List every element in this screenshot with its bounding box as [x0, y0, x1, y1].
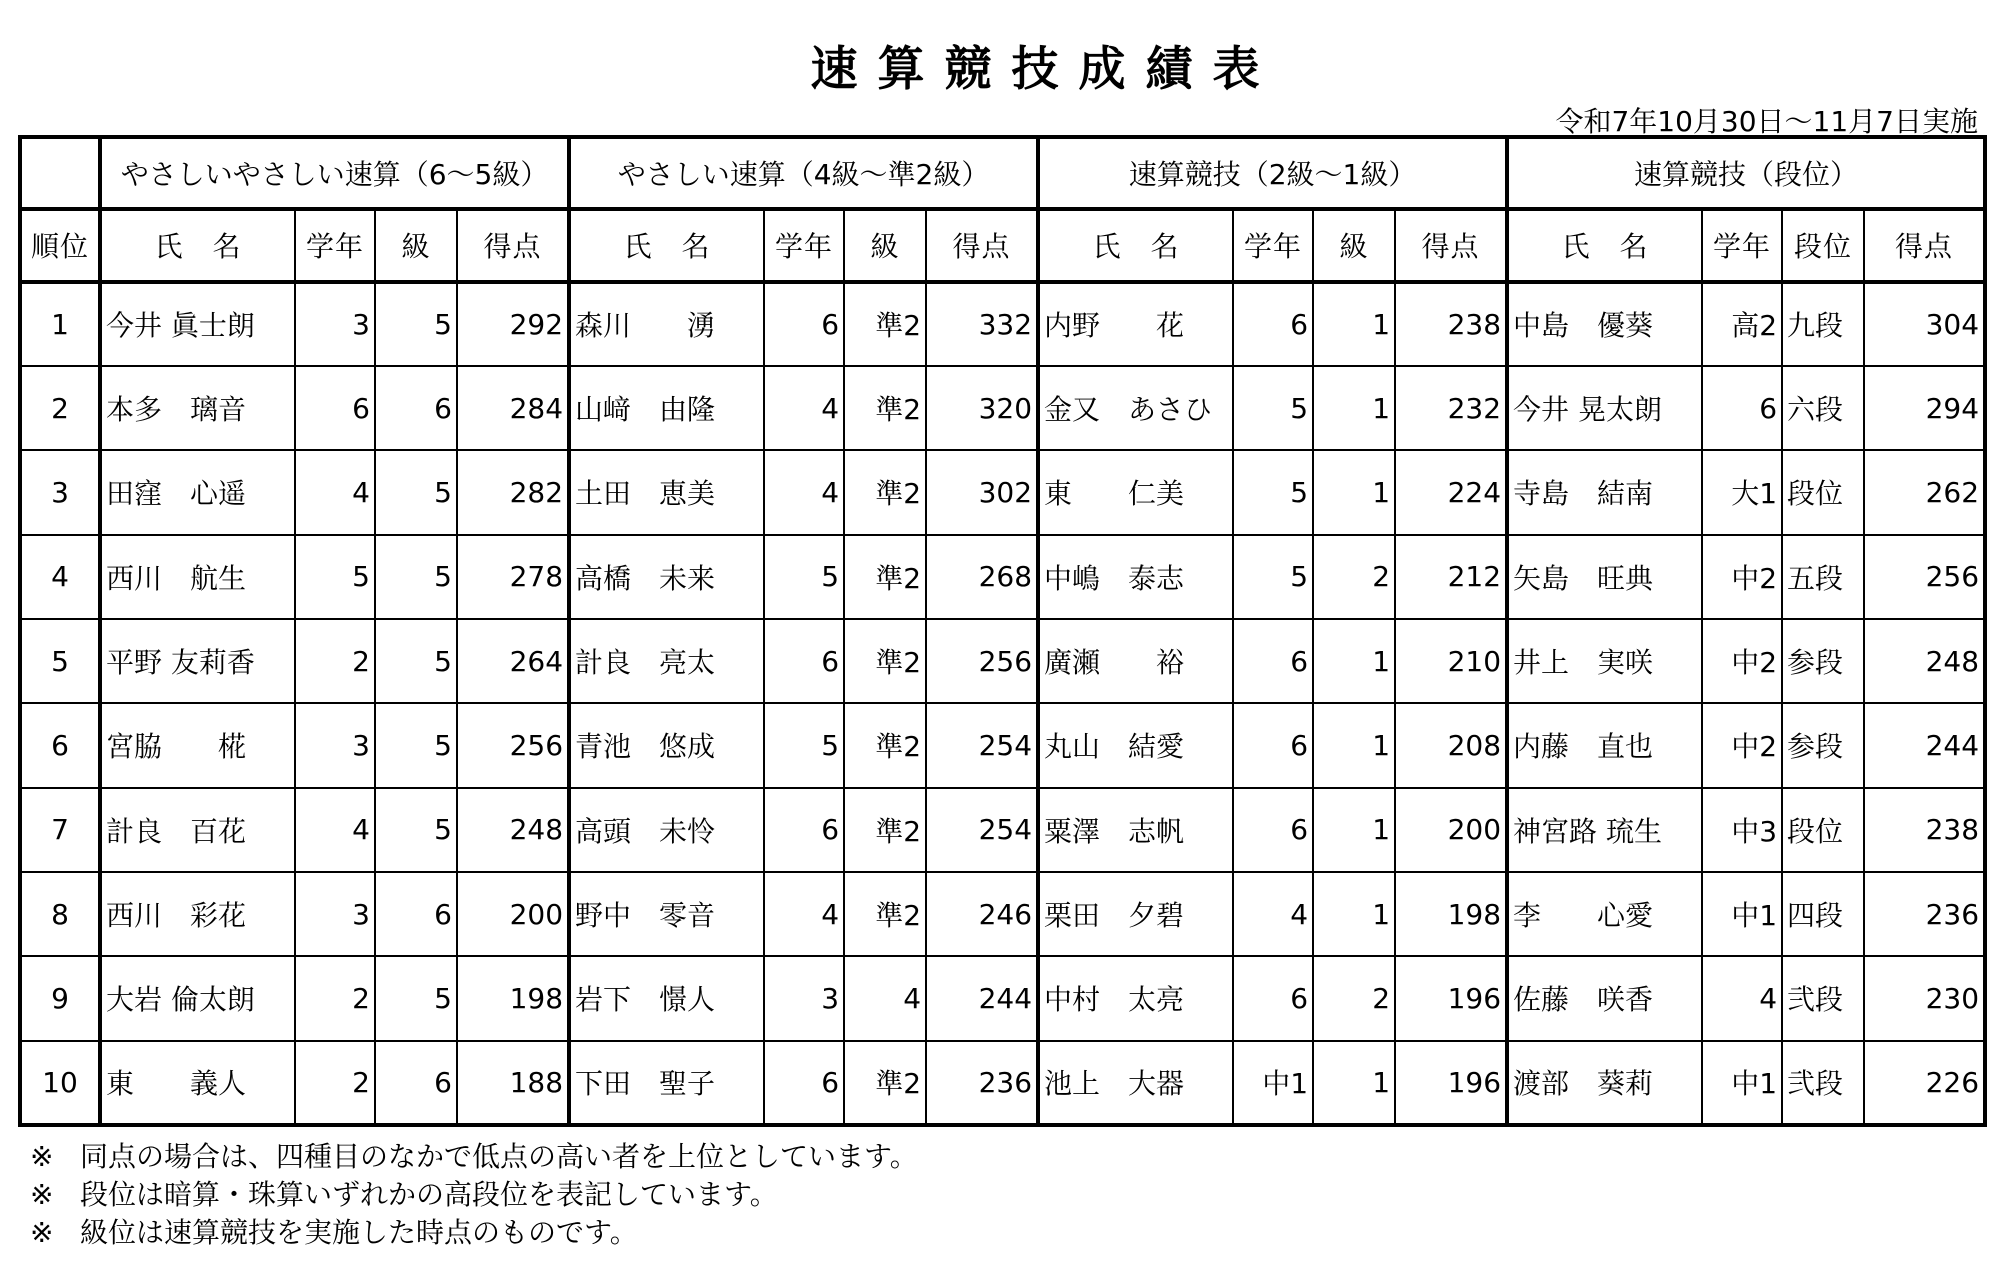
level-cell: 5 — [375, 282, 457, 366]
dan-cell: 五段 — [1782, 535, 1864, 619]
table-row — [20, 872, 1985, 956]
dan-cell: 弐段 — [1782, 1041, 1864, 1125]
level-cell: 5 — [375, 703, 457, 787]
score-cell: 278 — [457, 535, 569, 619]
name-cell: 西川 航生 — [100, 535, 295, 619]
name-cell: 内藤 直也 — [1507, 703, 1702, 787]
table-row — [20, 788, 1985, 872]
grade-header: 学年 — [1233, 209, 1313, 281]
name-cell: 岩下 憬人 — [569, 956, 764, 1040]
grade-cell: 5 — [1233, 366, 1313, 450]
grade-header: 学年 — [764, 209, 844, 281]
score-cell: 208 — [1395, 703, 1507, 787]
score-cell: 254 — [926, 788, 1038, 872]
level-cell: 2 — [1313, 956, 1395, 1040]
dan-cell: 四段 — [1782, 872, 1864, 956]
note-line — [30, 1176, 918, 1214]
dan-cell: 参段 — [1782, 703, 1864, 787]
grade-cell: 4 — [295, 788, 375, 872]
name-cell: 寺島 結南 — [1507, 450, 1702, 534]
score-cell: 198 — [457, 956, 569, 1040]
score-cell: 256 — [457, 703, 569, 787]
grade-cell: 4 — [1233, 872, 1313, 956]
grade-cell: 4 — [764, 872, 844, 956]
level-cell: 1 — [1313, 366, 1395, 450]
name-header: 氏 名 — [569, 209, 764, 281]
note-line — [30, 1214, 918, 1252]
name-header: 氏 名 — [1507, 209, 1702, 281]
table-row — [20, 1041, 1985, 1125]
rank-cell: 6 — [20, 703, 100, 787]
notes — [30, 1138, 918, 1252]
corner-cell — [20, 137, 100, 209]
grade-cell: 中2 — [1702, 619, 1782, 703]
name-cell: 佐藤 咲香 — [1507, 956, 1702, 1040]
grade-cell: 6 — [1233, 956, 1313, 1040]
name-cell: 廣瀬 裕 — [1038, 619, 1233, 703]
grade-cell: 5 — [764, 703, 844, 787]
name-cell: 粟澤 志帆 — [1038, 788, 1233, 872]
level-cell: 準2 — [844, 703, 926, 787]
level-header: 級 — [375, 209, 457, 281]
score-header: 得点 — [926, 209, 1038, 281]
grade-cell: 5 — [1233, 535, 1313, 619]
level-cell: 1 — [1313, 1041, 1395, 1125]
grade-cell: 高2 — [1702, 282, 1782, 366]
note-text: 段位は暗算・珠算いずれかの高段位を表記しています。 — [80, 1178, 778, 1211]
rank-cell: 2 — [20, 366, 100, 450]
level-header: 級 — [1313, 209, 1395, 281]
name-cell: 今井 晃太朗 — [1507, 366, 1702, 450]
grade-cell: 6 — [764, 619, 844, 703]
name-cell: 井上 実咲 — [1507, 619, 1702, 703]
grade-cell: 6 — [1233, 788, 1313, 872]
score-cell: 236 — [926, 1041, 1038, 1125]
score-cell: 198 — [1395, 872, 1507, 956]
level-cell: 4 — [844, 956, 926, 1040]
score-header: 得点 — [1395, 209, 1507, 281]
score-cell: 254 — [926, 703, 1038, 787]
dan-header: 段位 — [1782, 209, 1864, 281]
score-cell: 264 — [457, 619, 569, 703]
level-cell: 準2 — [844, 450, 926, 534]
level-cell: 1 — [1313, 703, 1395, 787]
note-text: 級位は速算競技を実施した時点のものです。 — [80, 1216, 638, 1249]
grade-cell: 中1 — [1233, 1041, 1313, 1125]
dan-cell: 弐段 — [1782, 956, 1864, 1040]
name-cell: 西川 彩花 — [100, 872, 295, 956]
rank-header: 順位 — [20, 209, 100, 281]
grade-cell: 2 — [295, 1041, 375, 1125]
grade-cell: 3 — [295, 282, 375, 366]
score-cell: 256 — [926, 619, 1038, 703]
level-header: 級 — [844, 209, 926, 281]
name-cell: 大岩 倫太朗 — [100, 956, 295, 1040]
table-row — [20, 703, 1985, 787]
score-cell: 248 — [457, 788, 569, 872]
grade-cell: 6 — [764, 788, 844, 872]
level-cell: 5 — [375, 956, 457, 1040]
rank-cell: 1 — [20, 282, 100, 366]
table-row — [20, 619, 1985, 703]
score-cell: 244 — [1864, 703, 1985, 787]
level-cell: 5 — [375, 619, 457, 703]
grade-cell: 2 — [295, 956, 375, 1040]
score-cell: 292 — [457, 282, 569, 366]
dan-cell: 段位 — [1782, 450, 1864, 534]
score-cell: 200 — [457, 872, 569, 956]
table-row — [20, 282, 1985, 366]
name-cell: 渡部 葵莉 — [1507, 1041, 1702, 1125]
grade-cell: 4 — [764, 366, 844, 450]
score-header: 得点 — [457, 209, 569, 281]
score-cell: 196 — [1395, 1041, 1507, 1125]
name-cell: 山﨑 由隆 — [569, 366, 764, 450]
level-cell: 準2 — [844, 366, 926, 450]
dan-cell: 六段 — [1782, 366, 1864, 450]
score-cell: 188 — [457, 1041, 569, 1125]
grade-cell: 中1 — [1702, 1041, 1782, 1125]
name-cell: 高橋 未来 — [569, 535, 764, 619]
rank-cell: 3 — [20, 450, 100, 534]
dan-cell: 参段 — [1782, 619, 1864, 703]
level-cell: 1 — [1313, 788, 1395, 872]
score-cell: 226 — [1864, 1041, 1985, 1125]
level-cell: 準2 — [844, 872, 926, 956]
score-cell: 200 — [1395, 788, 1507, 872]
note-text: 同点の場合は、四種目のなかで低点の高い者を上位としています。 — [80, 1140, 918, 1173]
score-cell: 256 — [1864, 535, 1985, 619]
rank-cell: 10 — [20, 1041, 100, 1125]
grade-cell: 6 — [1233, 619, 1313, 703]
name-cell: 宮脇 椛 — [100, 703, 295, 787]
grade-cell: 6 — [764, 282, 844, 366]
level-cell: 5 — [375, 450, 457, 534]
group-header-2: やさしい速算（4級～準2級） — [569, 137, 1038, 209]
name-cell: 本多 璃音 — [100, 366, 295, 450]
name-cell: 栗田 夕碧 — [1038, 872, 1233, 956]
name-cell: 今井 眞士朗 — [100, 282, 295, 366]
grade-cell: 4 — [295, 450, 375, 534]
name-cell: 高頭 未怜 — [569, 788, 764, 872]
table-row — [20, 366, 1985, 450]
dan-cell: 九段 — [1782, 282, 1864, 366]
page-title: 速算競技成績表 — [810, 42, 1280, 97]
name-cell: 東 義人 — [100, 1041, 295, 1125]
score-cell: 262 — [1864, 450, 1985, 534]
score-cell: 238 — [1864, 788, 1985, 872]
grade-cell: 中2 — [1702, 535, 1782, 619]
level-cell: 6 — [375, 872, 457, 956]
score-cell: 284 — [457, 366, 569, 450]
score-cell: 236 — [1864, 872, 1985, 956]
level-cell: 1 — [1313, 872, 1395, 956]
level-cell: 1 — [1313, 282, 1395, 366]
name-cell: 内野 花 — [1038, 282, 1233, 366]
score-cell: 294 — [1864, 366, 1985, 450]
score-cell: 304 — [1864, 282, 1985, 366]
score-cell: 248 — [1864, 619, 1985, 703]
score-header: 得点 — [1864, 209, 1985, 281]
level-cell: 準2 — [844, 619, 926, 703]
level-cell: 1 — [1313, 619, 1395, 703]
grade-cell: 中1 — [1702, 872, 1782, 956]
name-cell: 青池 悠成 — [569, 703, 764, 787]
score-cell: 320 — [926, 366, 1038, 450]
score-cell: 268 — [926, 535, 1038, 619]
grade-cell: 4 — [1702, 956, 1782, 1040]
level-cell: 準2 — [844, 535, 926, 619]
score-cell: 232 — [1395, 366, 1507, 450]
level-cell: 準2 — [844, 282, 926, 366]
note-line — [30, 1138, 918, 1176]
grade-cell: 中3 — [1702, 788, 1782, 872]
grade-cell: 6 — [295, 366, 375, 450]
grade-cell: 中2 — [1702, 703, 1782, 787]
grade-cell: 5 — [764, 535, 844, 619]
grade-cell: 6 — [1233, 703, 1313, 787]
score-cell: 244 — [926, 956, 1038, 1040]
score-cell: 224 — [1395, 450, 1507, 534]
note-mark: ※ — [30, 1216, 54, 1249]
rank-cell: 8 — [20, 872, 100, 956]
name-cell: 下田 聖子 — [569, 1041, 764, 1125]
name-cell: 中嶋 泰志 — [1038, 535, 1233, 619]
name-cell: 平野 友莉香 — [100, 619, 295, 703]
score-cell: 230 — [1864, 956, 1985, 1040]
grade-cell: 2 — [295, 619, 375, 703]
group-header-row — [20, 137, 1985, 209]
grade-cell: 3 — [295, 872, 375, 956]
grade-cell: 6 — [1702, 366, 1782, 450]
level-cell: 5 — [375, 788, 457, 872]
table-row — [20, 450, 1985, 534]
name-cell: 中島 優葵 — [1507, 282, 1702, 366]
column-header-row — [20, 209, 1985, 281]
rank-cell: 4 — [20, 535, 100, 619]
level-cell: 2 — [1313, 535, 1395, 619]
score-cell: 238 — [1395, 282, 1507, 366]
score-cell: 282 — [457, 450, 569, 534]
grade-cell: 6 — [1233, 282, 1313, 366]
note-mark: ※ — [30, 1140, 54, 1173]
group-header-3: 速算競技（2級～1級） — [1038, 137, 1507, 209]
grade-header: 学年 — [295, 209, 375, 281]
score-cell: 196 — [1395, 956, 1507, 1040]
grade-cell: 6 — [764, 1041, 844, 1125]
score-cell: 246 — [926, 872, 1038, 956]
rank-cell: 7 — [20, 788, 100, 872]
grade-header: 学年 — [1702, 209, 1782, 281]
level-cell: 1 — [1313, 450, 1395, 534]
note-mark: ※ — [30, 1178, 54, 1211]
grade-cell: 5 — [1233, 450, 1313, 534]
name-cell: 土田 恵美 — [569, 450, 764, 534]
group-header-4: 速算競技（段位） — [1507, 137, 1985, 209]
table-row — [20, 956, 1985, 1040]
name-cell: 丸山 結愛 — [1038, 703, 1233, 787]
level-cell: 準2 — [844, 788, 926, 872]
score-cell: 302 — [926, 450, 1038, 534]
grade-cell: 大1 — [1702, 450, 1782, 534]
grade-cell: 3 — [764, 956, 844, 1040]
name-cell: 金又 あさひ — [1038, 366, 1233, 450]
level-cell: 5 — [375, 535, 457, 619]
name-header: 氏 名 — [100, 209, 295, 281]
name-cell: 野中 零音 — [569, 872, 764, 956]
name-cell: 田窪 心遥 — [100, 450, 295, 534]
score-cell: 210 — [1395, 619, 1507, 703]
name-cell: 池上 大器 — [1038, 1041, 1233, 1125]
name-header: 氏 名 — [1038, 209, 1233, 281]
level-cell: 準2 — [844, 1041, 926, 1125]
grade-cell: 4 — [764, 450, 844, 534]
table-row — [20, 535, 1985, 619]
name-cell: 矢島 旺典 — [1507, 535, 1702, 619]
group-header-1: やさしいやさしい速算（6～5級） — [100, 137, 569, 209]
event-date: 令和7年10月30日～11月7日実施 — [1555, 105, 1978, 138]
rank-cell: 9 — [20, 956, 100, 1040]
score-cell: 212 — [1395, 535, 1507, 619]
name-cell: 計良 亮太 — [569, 619, 764, 703]
name-cell: 中村 太亮 — [1038, 956, 1233, 1040]
name-cell: 森川 湧 — [569, 282, 764, 366]
name-cell: 東 仁美 — [1038, 450, 1233, 534]
rank-cell: 5 — [20, 619, 100, 703]
score-cell: 332 — [926, 282, 1038, 366]
name-cell: 計良 百花 — [100, 788, 295, 872]
dan-cell: 段位 — [1782, 788, 1864, 872]
level-cell: 6 — [375, 366, 457, 450]
results-table — [18, 135, 1987, 1127]
name-cell: 李 心愛 — [1507, 872, 1702, 956]
grade-cell: 5 — [295, 535, 375, 619]
name-cell: 神宮路 琉生 — [1507, 788, 1702, 872]
level-cell: 6 — [375, 1041, 457, 1125]
grade-cell: 3 — [295, 703, 375, 787]
